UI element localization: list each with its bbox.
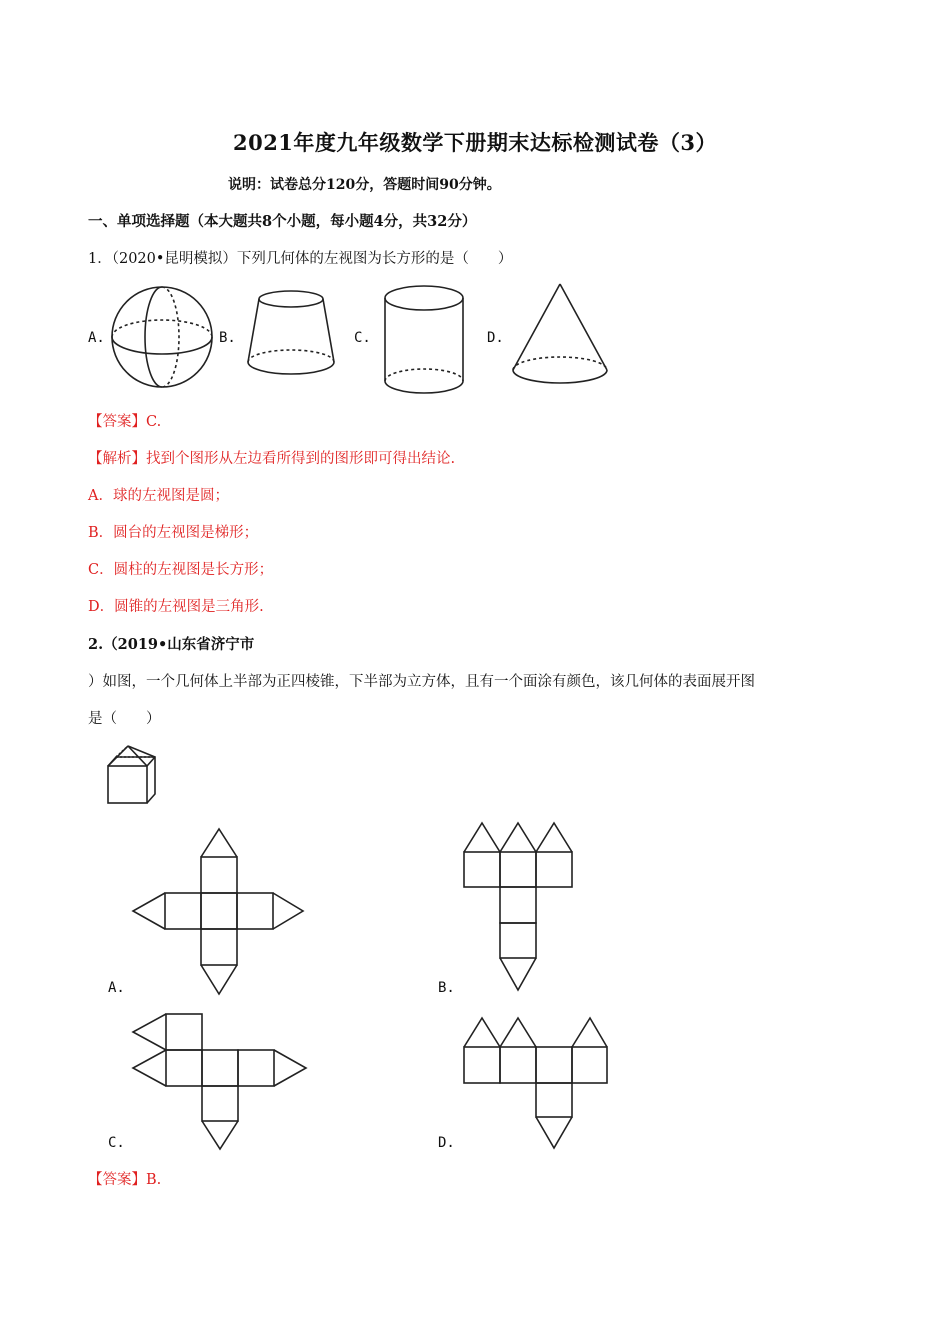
pyramid-cube-figure (108, 746, 155, 803)
q2-stem-line1: 2.（2019•山东省济宁市 (88, 636, 255, 653)
q1-option-b-label: B. (219, 330, 236, 346)
q1-stem: 1．（2020•昆明模拟）下列几何体的左视图为长方形的是（ ） (88, 251, 513, 267)
net-c-figure (133, 1014, 306, 1149)
frustum-figure (248, 291, 334, 374)
answer-tag: 【答案】 (88, 414, 146, 430)
net-b-figure (464, 823, 572, 990)
exam-note: 说明：试卷总分120分，答题时间90分钟。 (228, 177, 501, 193)
net-a-figure (133, 829, 303, 994)
q1-analysis (88, 447, 455, 468)
cone-figure (513, 284, 607, 383)
q2-option-a-label: A. (108, 980, 125, 996)
q2-option-b-label: B. (438, 980, 455, 996)
answer-tag: 【答案】 (88, 1172, 146, 1188)
q1-answer (88, 410, 161, 431)
q1-analysis-line-d: D．圆锥的左视图是三角形. (88, 599, 264, 615)
q2-option-d-label: D. (438, 1135, 455, 1151)
analysis-text: 找到个图形从左边看所得到的图形即可得出结论. (146, 451, 456, 467)
net-d-figure (464, 1018, 607, 1148)
q1-option-d-label: D. (487, 330, 504, 346)
q1-option-a-label: A. (88, 330, 105, 346)
answer-value: B. (146, 1172, 162, 1188)
answer-value: C. (146, 414, 162, 430)
q2-stem-line2: ）如图，一个几何体上半部为正四棱锥，下半部为立方体，且有一个面涂有颜色，该几何体的表面展开图 (88, 674, 755, 690)
cylinder-figure (385, 286, 463, 393)
section-heading: 一、单项选择题（本大题共8个小题，每小题4分，共32分） (88, 213, 477, 230)
analysis-tag: 【解析】 (88, 451, 146, 467)
q1-analysis-line-c: C．圆柱的左视图是长方形； (88, 562, 274, 578)
sphere-figure (112, 287, 212, 387)
q1-analysis-line-a: A．球的左视图是圆； (88, 488, 229, 504)
q1-analysis-line-b: B．圆台的左视图是梯形； (88, 525, 259, 541)
page-title: 2021年度九年级数学下册期末达标检测试卷（3） (232, 130, 718, 155)
q1-option-c-label: C. (354, 330, 371, 346)
q2-option-c-label: C. (108, 1135, 125, 1151)
q2-answer (88, 1168, 161, 1189)
q2-stem-line3: 是（ ） (88, 711, 161, 727)
